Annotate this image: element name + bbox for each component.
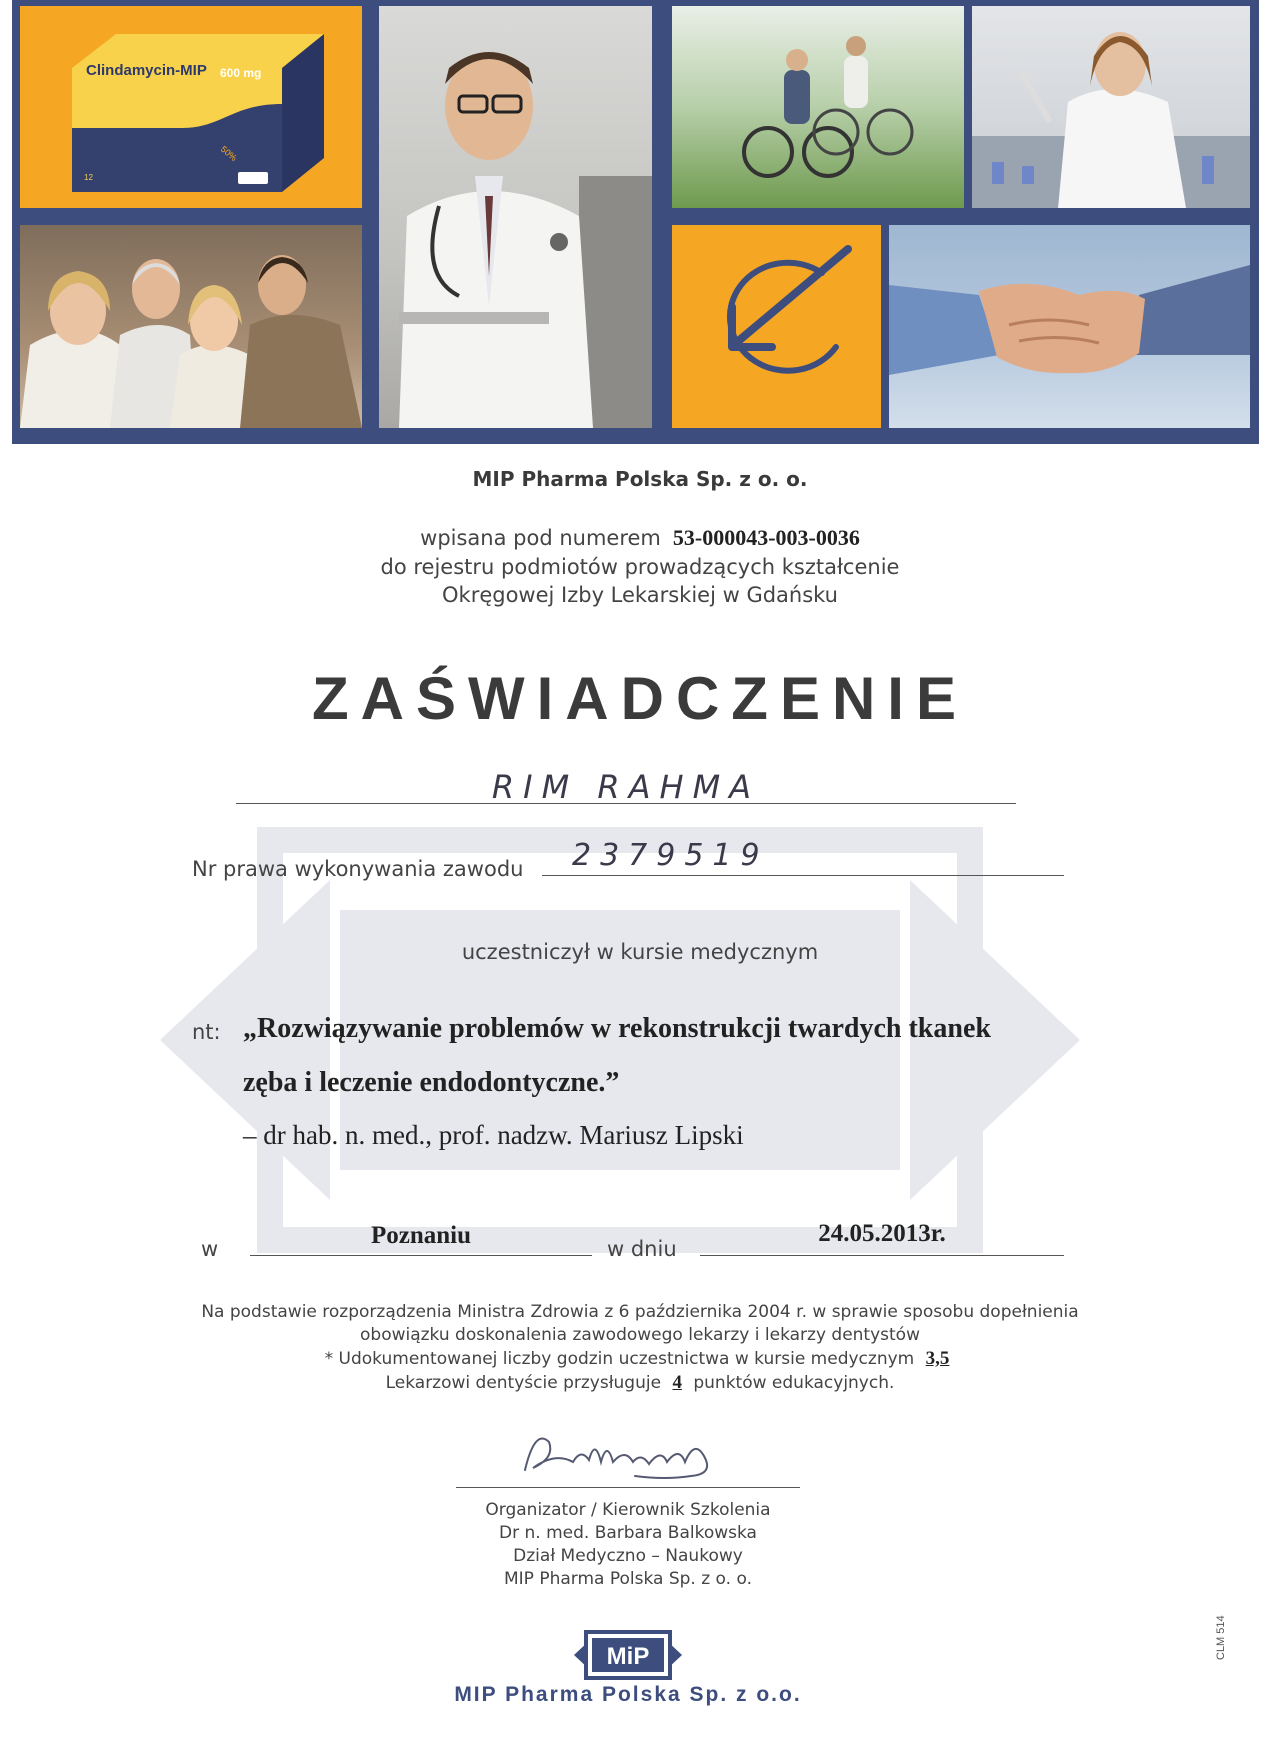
product-brand: Clindamycin-MIP: [86, 62, 207, 79]
lecturer: – dr hab. n. med., prof. nadzw. Mariusz Lipski: [243, 1120, 744, 1150]
arrow-circle-icon: [672, 225, 881, 428]
date-field: [700, 1218, 1064, 1256]
product-box-tile: [20, 6, 362, 208]
organizer-department: Dział Medyczno – Naukowy: [513, 1546, 743, 1566]
footer-company: MIP Pharma Polska Sp. z o.o.: [454, 1683, 802, 1706]
topic-label: nt:: [192, 1020, 221, 1044]
place-field: [250, 1220, 592, 1256]
handshake-photo-icon: [889, 225, 1250, 428]
points-line: [0, 1372, 1280, 1394]
points-value: 4: [672, 1372, 682, 1393]
organizer-name: Dr n. med. Barbara Balkowska: [499, 1523, 757, 1543]
hours-text: * Udokumentowanej liczby godzin uczestnictwa w kursie medycznym: [324, 1349, 915, 1369]
legal-basis-line-1: Na podstawie rozporządzenia Ministra Zdrowia z 6 października 2004 r. w sprawie sposobu dopełnienia: [201, 1302, 1079, 1322]
course-date: 24.05.2013r.: [818, 1220, 946, 1247]
arrow-circle-tile: [672, 225, 881, 428]
organizer-company: MIP Pharma Polska Sp. z o. o.: [504, 1569, 752, 1589]
legal-basis-line-2: obowiązku doskonalenia zawodowego lekarzy i lekarzy dentystów: [360, 1325, 920, 1345]
handwritten-signature: [515, 1418, 735, 1488]
course-topic-line-2: zęba i leczenie endodontyczne.”: [243, 1067, 620, 1098]
issuer-name: MIP Pharma Polska Sp. z o. o.: [472, 467, 808, 491]
organizer-role: Organizator / Kierownik Szkolenia: [485, 1500, 771, 1520]
license-number-field: [542, 838, 1064, 876]
product-dose: 600 mg: [220, 66, 262, 80]
hours-line: [0, 1348, 1280, 1370]
signature-line: [456, 1487, 800, 1488]
participant-name-field: [236, 768, 1016, 804]
product-box-icon: [62, 32, 326, 192]
registration-line: [0, 525, 1280, 551]
mip-logo-icon: [574, 1628, 682, 1682]
doctor-photo-icon: [379, 6, 652, 428]
place-label: w: [201, 1237, 219, 1261]
license-label: Nr prawa wykonywania zawodu: [192, 857, 524, 881]
registration-line-2: do rejestru podmiotów prowadzących kształcenie: [380, 555, 900, 579]
points-text-after: punktów edukacyjnych.: [693, 1373, 895, 1393]
lab-scientist-photo-icon: [972, 6, 1250, 208]
license-number: 2379519: [572, 838, 769, 873]
course-place: Poznaniu: [370, 1222, 472, 1249]
registration-number: 53-000043-003-0036: [672, 525, 860, 550]
header-photo-collage: [12, 0, 1259, 444]
document-code: CLM 514: [1215, 1615, 1227, 1660]
registration-line-3: Okręgowej Izby Lekarskiej w Gdańsku: [442, 583, 838, 607]
date-label: w dniu: [607, 1237, 677, 1261]
svg-text:50%: 50%: [218, 143, 239, 164]
participant-name: RIM RAHMA: [491, 768, 761, 806]
registration-label: wpisana pod numerem: [420, 526, 661, 550]
hours-value: 3,5: [925, 1348, 950, 1369]
certificate-title: ZAŚWIADCZENIE: [312, 665, 968, 732]
family-photo-icon: [20, 225, 362, 428]
svg-text:12: 12: [84, 173, 93, 182]
points-text-before: Lekarzowi dentyście przysługuje: [385, 1373, 662, 1393]
course-topic-line-1: „Rozwiązywanie problemów w rekonstrukcji twardych tkanek: [243, 1013, 991, 1044]
participation-text: uczestniczył w kursie medycznym: [461, 940, 819, 964]
cyclists-photo-icon: [672, 6, 964, 208]
logo-text: MiP: [606, 1643, 650, 1670]
